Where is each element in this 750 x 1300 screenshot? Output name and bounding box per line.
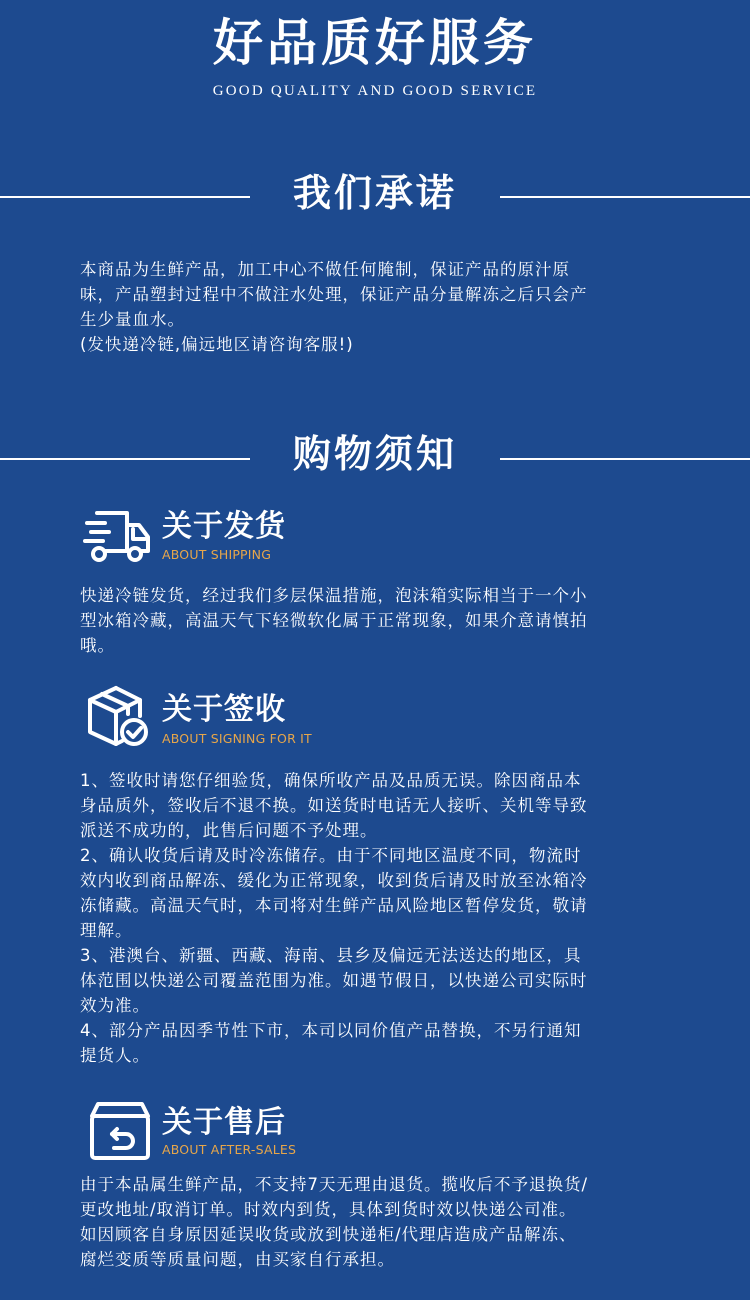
page-title: 好品质好服务 [213, 13, 537, 72]
signing-title: 关于签收 [162, 692, 286, 727]
signing-line: 效为准。 [80, 996, 150, 1015]
delivery-truck-icon [83, 503, 151, 571]
aftersales-line: 如因顾客自身原因延误收货或放到快递柜/代理店造成产品解冻、 [80, 1225, 577, 1244]
guide-title: 购物须知 [292, 431, 457, 476]
signing-line: 1、签收时请您仔细验货，确保所收产品及品质无误。除因商品本 [80, 771, 582, 790]
promise-line: 味，产品塑封过程中不做注水处理，保证产品分量解冻之后只会产 [80, 285, 588, 304]
shipping-line: 快递冷链发货，经过我们多层保温措施，泡沫箱实际相当于一个小 [80, 586, 588, 605]
promise-line: 本商品为生鲜产品，加工中心不做任何腌制，保证产品的原汁原 [80, 260, 570, 279]
aftersales-line: 更改地址/取消订单。时效内到货，具体到货时效以快递公司准。 [80, 1200, 577, 1219]
signing-line: 身品质外，签收后不退不换。如送货时电话无人接听、关机等导致 [80, 796, 588, 815]
signing-line: 冻储藏。高温天气时，本司将对生鲜产品风险地区暂停发货，敬请 [80, 896, 588, 915]
aftersales-title: 关于售后 [162, 1105, 286, 1140]
shipping-text [80, 583, 680, 658]
shipping-line: 哦。 [80, 636, 115, 655]
signing-line: 效内收到商品解冻、缓化为正常现象，收到货后请及时放至冰箱冷 [80, 871, 588, 890]
aftersales-line: 腐烂变质等质量问题，由买家自行承担。 [80, 1250, 395, 1269]
promise-note: (发快递冷链,偏远地区请咨询客服!) [80, 335, 354, 354]
signing-line: 体范围以快递公司覆盖范围为准。如遇节假日，以快递公司实际时 [80, 971, 588, 990]
shipping-title: 关于发货 [162, 509, 286, 544]
signing-line: 2、确认收货后请及时冷冻储存。由于不同地区温度不同，物流时 [80, 846, 582, 865]
signing-line: 提货人。 [80, 1046, 150, 1065]
signing-line: 4、部分产品因季节性下市，本司以同价值产品替换，不另行通知 [80, 1021, 582, 1040]
aftersales-subtitle: ABOUT AFTER-SALES [162, 1142, 297, 1157]
promise-text [80, 257, 680, 357]
return-box-icon [86, 1098, 154, 1166]
signing-text [80, 768, 680, 1068]
signing-line: 理解。 [80, 921, 133, 940]
aftersales-text [80, 1172, 680, 1272]
aftersales-line: 由于本品属生鲜产品，不支持7天无理由退货。揽收后不予退换货/ [80, 1175, 589, 1194]
signing-subtitle: ABOUT SIGNING FOR IT [162, 731, 312, 746]
signing-line: 3、港澳台、新疆、西藏、海南、县乡及偏远无法送达的地区，具 [80, 946, 582, 965]
signing-line: 派送不成功的，此售后问题不予处理。 [80, 821, 378, 840]
shipping-line: 型冰箱冷藏，高温天气下轻微软化属于正常现象，如果介意请慎拍 [80, 611, 588, 630]
package-check-icon [84, 684, 152, 752]
promise-title: 我们承诺 [292, 170, 457, 215]
shipping-subtitle: ABOUT SHIPPING [162, 547, 272, 562]
promise-line: 生少量血水。 [80, 310, 185, 329]
page-subtitle: GOOD QUALITY AND GOOD SERVICE [212, 83, 538, 99]
